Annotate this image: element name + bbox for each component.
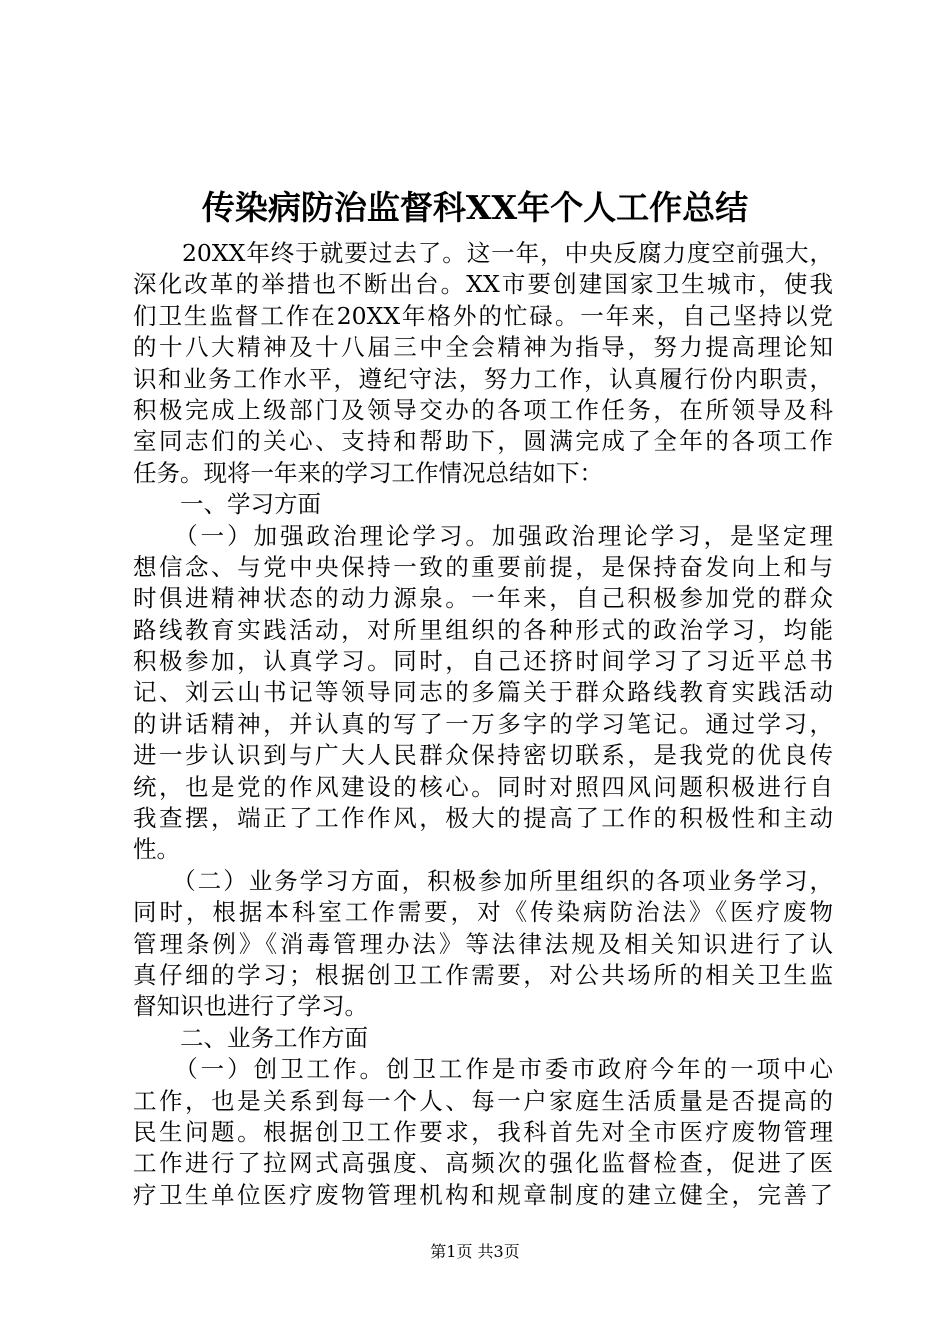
page-footer: 第1页 共3页 xyxy=(430,1242,520,1261)
document-body xyxy=(133,238,833,1211)
text-line: 路线教育实践活动，对所里组织的各种形式的政治学习，均能 xyxy=(133,615,833,644)
text-line: 时俱进精神状态的动力源泉。一年来，自己积极参加党的群众 xyxy=(133,584,833,613)
text-line: 真仔细的学习；根据创卫工作需要，对公共场所的相关卫生监 xyxy=(133,960,833,989)
text-line: 的十八大精神及十八届三中全会精神为指导，努力提高理论知 xyxy=(133,333,833,362)
text-line: 督知识也进行了学习。 xyxy=(133,992,368,1021)
text-line: 积极参加，认真学习。同时，自己还挤时间学习了习近平总书 xyxy=(133,647,833,676)
text-line: （一）加强政治理论学习。加强政治理论学习，是坚定理 xyxy=(133,521,833,550)
text-line: 进一步认识到与广大人民群众保持密切联系，是我党的优良传 xyxy=(133,741,833,770)
text-line: 的讲话精神，并认真的写了一万多字的学习笔记。通过学习， xyxy=(133,709,833,738)
text-line: 民生问题。根据创卫工作要求，我科首先对全市医疗废物管理 xyxy=(133,1117,833,1146)
text-line: 工作进行了拉网式高强度、高频次的强化监督检查，促进了医 xyxy=(133,1149,833,1178)
text-line: 想信念、与党中央保持一致的重要前提，是保持奋发向上和与 xyxy=(133,552,833,581)
text-line: 识和业务工作水平，遵纪守法，努力工作，认真履行份内职责， xyxy=(133,364,833,393)
text-line: 深化改革的举措也不断出台。XX市要创建国家卫生城市，使我 xyxy=(133,270,833,299)
text-line: 疗卫生单位医疗废物管理机构和规章制度的建立健全，完善了 xyxy=(133,1180,833,1209)
text-line: 一、学习方面 xyxy=(133,490,321,519)
text-line: 记、刘云山书记等领导同志的多篇关于群众路线教育实践活动 xyxy=(133,678,833,707)
text-line: 管理条例》《消毒管理办法》等法律法规及相关知识进行了认 xyxy=(133,929,833,958)
text-line: 统，也是党的作风建设的核心。同时对照四风问题积极进行自 xyxy=(133,772,833,801)
text-line: 我查摆，端正了工作作风，极大的提高了工作的积极性和主动 xyxy=(133,804,833,833)
text-line: 同时，根据本科室工作需要，对《传染病防治法》《医疗废物 xyxy=(133,898,833,927)
text-line: 二、业务工作方面 xyxy=(133,1023,368,1052)
text-line: 室同志们的关心、支持和帮助下，圆满完成了全年的各项工作 xyxy=(133,427,833,456)
text-line: 任务。现将一年来的学习工作情况总结如下： xyxy=(133,458,603,487)
text-line: 积极完成上级部门及领导交办的各项工作任务，在所领导及科 xyxy=(133,395,833,424)
text-line: 性。 xyxy=(133,835,180,864)
text-line: 们卫生监督工作在20XX年格外的忙碌。一年来，自己坚持以党 xyxy=(133,301,833,330)
text-line: （二）业务学习方面，积极参加所里组织的各项业务学习， xyxy=(133,866,833,895)
document-title: 传染病防治监督科XX年个人工作总结 xyxy=(201,188,749,227)
text-line: 工作，也是关系到每一个人、每一户家庭生活质量是否提高的 xyxy=(133,1086,833,1115)
text-line: 20XX年终于就要过去了。这一年，中央反腐力度空前强大， xyxy=(133,239,833,267)
text-line: （一）创卫工作。创卫工作是市委市政府今年的一项中心 xyxy=(133,1055,833,1084)
